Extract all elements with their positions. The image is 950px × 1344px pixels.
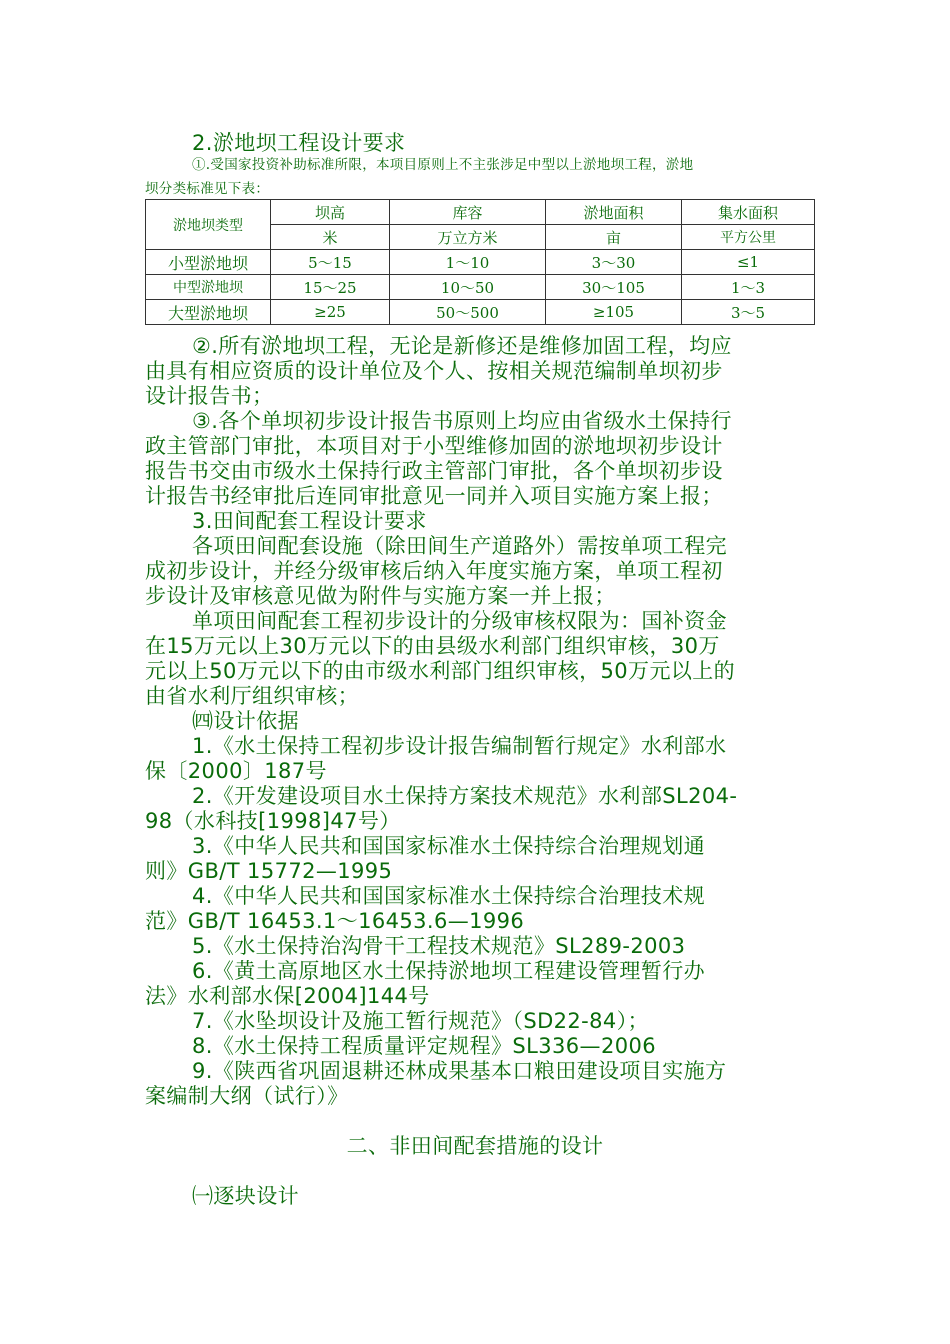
col-header: 淤地面积 xyxy=(546,200,682,225)
section-title: 二、非田间配套措施的设计 xyxy=(346,1134,604,1158)
text-line: 在15万元以上30万元以下的由县级水利部门组织审核，30万 xyxy=(145,634,720,658)
cell: 5～15 xyxy=(271,250,390,275)
text-line: 单项田间配套工程初步设计的分级审核权限为：国补资金 xyxy=(192,609,727,633)
note-line: 坝分类标准见下表： xyxy=(145,181,270,197)
row-type: 中型淤地坝 xyxy=(146,275,271,300)
text-line: 政主管部门审批，本项目对于小型维修加固的淤地坝初步设计 xyxy=(145,434,723,458)
cell: 15～25 xyxy=(271,275,390,300)
text-line: 各项田间配套设施（除田间生产道路外）需按单项工程完 xyxy=(192,534,727,558)
text-line: 由省水利厅组织审核； xyxy=(145,684,359,708)
text-line: 4.《中华人民共和国国家标准水土保持综合治理技术规 xyxy=(192,884,706,908)
text-line: 步设计及审核意见做为附件与实施方案一并上报； xyxy=(145,584,616,608)
heading-dam-design: 2.淤地坝工程设计要求 xyxy=(192,131,406,155)
text-line: 计报告书经审批后连同审批意见一同并入项目实施方案上报； xyxy=(145,484,723,508)
cell: 3～5 xyxy=(682,300,815,325)
col-unit: 平方公里 xyxy=(682,225,815,250)
text-line: 保〔2000〕187号 xyxy=(145,759,327,783)
table-row xyxy=(146,250,815,275)
text-line: ③.各个单坝初步设计报告书原则上均应由省级水土保持行 xyxy=(192,409,732,433)
table-row xyxy=(146,275,815,300)
text-line: 5.《水土保持治沟骨干工程技术规范》SL289-2003 xyxy=(192,934,686,958)
row-type: 大型淤地坝 xyxy=(146,300,271,325)
cell: 30～105 xyxy=(546,275,682,300)
table-header-row xyxy=(146,200,815,225)
cell: ≤1 xyxy=(682,250,815,275)
text-line: 8.《水土保持工程质量评定规程》SL336—2006 xyxy=(192,1034,656,1058)
text-line: 设计报告书； xyxy=(145,384,274,408)
col-unit: 亩 xyxy=(546,225,682,250)
type-header: 淤地坝类型 xyxy=(146,200,271,250)
text-line: 报告书交由市级水土保持行政主管部门审批，各个单坝初步设 xyxy=(145,459,723,483)
text-line: 成初步设计，并经分级审核后纳入年度实施方案，单项工程初 xyxy=(145,559,723,583)
text-line: 案编制大纲（试行）》 xyxy=(145,1084,349,1108)
text-line: 1.《水土保持工程初步设计报告编制暂行规定》水利部水 xyxy=(192,734,727,758)
table-row xyxy=(146,300,815,325)
col-header: 坝高 xyxy=(271,200,390,225)
text-line: 由具有相应资质的设计单位及个人、按相关规范编制单坝初步 xyxy=(145,359,723,383)
cell: 3～30 xyxy=(546,250,682,275)
text-line: 6.《黄土高原地区水土保持淤地坝工程建设管理暂行办 xyxy=(192,959,706,983)
col-header: 集水面积 xyxy=(682,200,815,225)
subsection-title: ㈠逐块设计 xyxy=(192,1184,299,1208)
heading-field-design: 3.田间配套工程设计要求 xyxy=(192,509,427,533)
cell: 10～50 xyxy=(390,275,546,300)
col-unit: 米 xyxy=(271,225,390,250)
cell: 1～3 xyxy=(682,275,815,300)
text-line: ②.所有淤地坝工程，无论是新修还是维修加固工程，均应 xyxy=(192,334,732,358)
cell: 1～10 xyxy=(390,250,546,275)
cell: 50～500 xyxy=(390,300,546,325)
text-line: 元以上50万元以下的由市级水利部门组织审核，50万元以上的 xyxy=(145,659,736,683)
dam-classification-table xyxy=(145,199,815,325)
text-line: 3.《中华人民共和国国家标准水土保持综合治理规划通 xyxy=(192,834,706,858)
text-line: 则》GB/T 15772—1995 xyxy=(145,859,393,883)
text-line: 法》水利部水保[2004]144号 xyxy=(145,984,430,1008)
text-line: 7.《水坠坝设计及施工暂行规范》（SD22-84）； xyxy=(192,1009,649,1033)
text-line: 范》GB/T 16453.1～16453.6—1996 xyxy=(145,909,525,933)
heading-design-basis: ㈣设计依据 xyxy=(192,709,299,733)
text-line: 2.《开发建设项目水土保持方案技术规范》水利部SL204- xyxy=(192,784,738,808)
cell: ≥25 xyxy=(271,300,390,325)
cell: ≥105 xyxy=(546,300,682,325)
text-line: 98（水科技[1998]47号） xyxy=(145,809,401,833)
note-line: ①.受国家投资补助标准所限，本项目原则上不主张涉足中型以上淤地坝工程，淤地 xyxy=(192,157,694,173)
col-unit: 万立方米 xyxy=(390,225,546,250)
row-type: 小型淤地坝 xyxy=(146,250,271,275)
col-header: 库容 xyxy=(390,200,546,225)
text-line: 9.《陕西省巩固退耕还林成果基本口粮田建设项目实施方 xyxy=(192,1059,727,1083)
